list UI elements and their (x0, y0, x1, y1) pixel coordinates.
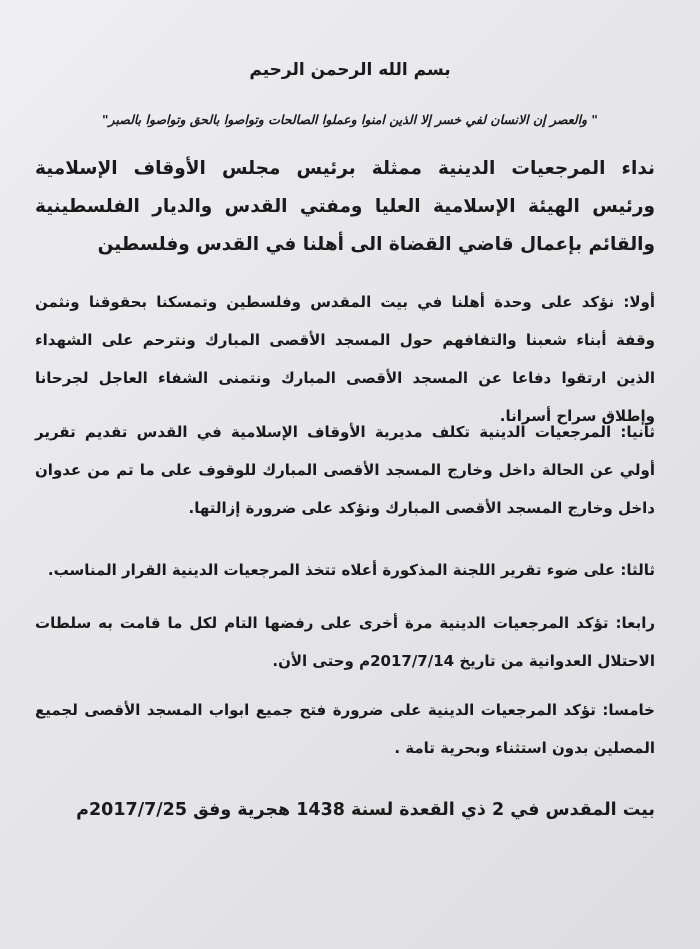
appeal-intro: نداء المرجعيات الدينية ممثلة برئيس مجلس الأوقاف الإسلامية ورئيس الهيئة الإسلامية العليا ومفتي القدس والديار الفلسطينية والقائم بإعمال قاضي القضاة الى أهلنا في القدس وفلسطين (35, 158, 655, 255)
paragraph-fifth: خامسا: تؤكد المرجعيات الدينية على ضرورة فتح جميع ابواب المسجد الأقصى لجميع المصلين بدون استثناء وبحرية تامة . (35, 701, 655, 757)
date-line: بيت المقدس في 2 ذي القعدة لسنة 1438 هجرية وفق 2017/7/25م (76, 800, 655, 820)
paragraph-third: ثالثا: على ضوء تقرير اللجنة المذكورة أعلاه تتخذ المرجعيات الدينية القرار المناسب. (47, 561, 655, 579)
quran-verse: " والعصر إن الانسان لفي خسر إلا الذين امنوا وعملوا الصالحات وتواصوا بالحق وتواصوا بالصبر" (102, 112, 598, 127)
paragraph-first: أولا: نؤكد على وحدة أهلنا في بيت المقدس وفلسطين وتمسكنا بحقوقنا ونثمن وقفة أبناء شعبنا والتفافهم حول المسجد الأقصى المبارك ونترحم على الشهداء الذين ارتقوا دفاعا عن المسجد الأقصى المبارك ونتمنى الشفاء العاجل لجرحانا وإطلاق سراح أسرانا. (35, 293, 655, 425)
paragraph-fourth: رابعا: تؤكد المرجعيات الدينية مرة أخرى على رفضها التام لكل ما قامت به سلطات الاحتلال العدوانية من تاريخ 2017/7/14م وحتى الأن. (35, 614, 655, 670)
basmala-heading: بسم الله الرحمن الرحيم (249, 60, 451, 80)
paragraph-second: ثانيا: المرجعيات الدينية تكلف مديرية الأوقاف الإسلامية في القدس تقديم تقرير أولي عن الحالة داخل وخارج المسجد الأقصى المبارك للوقوف على ما تم من عدوان داخل وخارج المسجد الأقصى المبارك ونؤكد على ضرورة إزالتها. (35, 423, 655, 517)
